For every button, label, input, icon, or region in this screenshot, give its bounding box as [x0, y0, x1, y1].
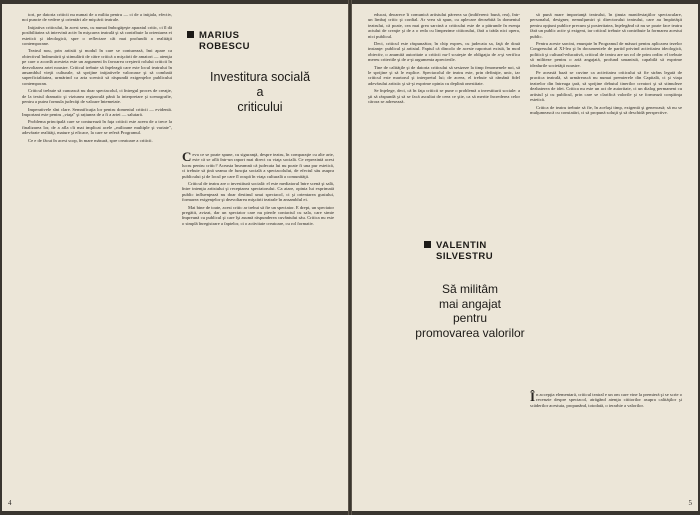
paragraph: educat, deoarece îi comunică artistului părerea sa (indiferent: bună, rea), într-un limbaj critic şi cordial. Ar vrea să spun, cu aplecare deosebită la domeniul teatrului, că poate, cea mai grea sarcină a criticului este de a pătrunde în esenţa actului de creaţie şi de a o reda cu limpezime cititorului, fără a trăda nici opera, nici publicul.	[368, 12, 520, 39]
paragraph: Problema principală care se conturează în faţa criticii este aceea de a trece la finalizarea lor, de a afla cît mai implicat acele „milioane multiple şi variate", adevărate realităţi, mature şi eficace, la care se referă Programul.	[22, 119, 172, 136]
square-bullet-icon	[187, 31, 194, 38]
article-title-sa-militam	[400, 282, 540, 340]
right-col1-text	[368, 12, 520, 105]
author-first-name: VALENTIN	[436, 240, 487, 251]
paragraph: Teatrul nou, prin artistii şi modul în care se conturează, îmi apare ca obiectivul îndrumării şi stimulării de către critică a mişcării de amatori — atenţia pe care o acordă acesteia este un argument în favoarea creşterii rolului criticii în dezvoltarea artei noastre. Criticul trebuie să înţeleagă care este locul teatrului în ansamblul vieţii culturale, să sprijine iniţiativele valoroase şi să combată superficialitatea, urmărind ca arta scenică să răspundă exigenţelor publicului contemporan.	[22, 48, 172, 86]
paragraph: Critica de teatru trebuie să fie, în acelaşi timp, exigentă şi generoasă; să nu se mulţumească cu constatări, ci să propună soluţii şi să deschidă perspective.	[530, 104, 682, 115]
left-col1-text	[22, 12, 172, 143]
title-line: a	[256, 85, 264, 99]
paragraph: Criticul trebuie să cunoască nu doar spectacolul, ci întregul proces de creaţie, de la textul dramatic şi viziunea regizorală până la interpretare şi scenografie, pentru a putea formula judecăţi de valoare întemeiate.	[22, 88, 172, 105]
left-column-1	[22, 12, 172, 492]
left-page	[2, 4, 348, 511]
paragraph: Imperativele sînt clare. Semnificaţia lor pentru domeniul criticii — evidentă. Important este pentru „viaţa" şi rațiunea de a fi a artei — salutară.	[22, 106, 172, 117]
paragraph: Ceva ce se poate spune, cu siguranţă, despre teatru, în comparaţie cu alte arte, este că se află într-un raport mai direct cu viaţa socială. Ce reprezintă acest lucru pentru critic? Aceasta înseamnă că judecata lui nu poate fi una pur estetică, ci trebuie să ţină seama de funcţia socială a spectacolului, de efectul său asupra publicului şi de locul pe care îl ocupă în viaţa culturală a comunităţii.	[182, 152, 334, 179]
paragraph: Criticul de teatru are o investitură socială: el este mediatorul între scenă şi sală, între intenţia artistului şi receptarea spectatorului. Ca atare, opinia lui exprimată public influenţează nu doar destinul unui spectacol, ci şi orientarea gustului, formarea exigenţelor şi dezvoltarea mişcării teatrale în ansamblul ei.	[182, 181, 334, 203]
paragraph: Deci, criticul este răspunzător, în chip expres, cu judecata sa, faţă de două instanţe: publicul şi artistul. Faptul că dincolo de aceste raporturi există, în mod obiectiv, o anumită autoritate a criticii nu-l scuteşte de obligaţia de a-şi verifica mereu criteriile şi de a-şi argumenta aprecierile.	[368, 41, 520, 63]
right-col2-text	[530, 12, 682, 492]
title-line: pentru	[452, 311, 488, 325]
left-column-2	[182, 152, 334, 492]
right-column-2	[530, 12, 682, 492]
right-page	[352, 4, 698, 511]
author-last-name: ROBESCU	[199, 41, 251, 52]
title-line: Să militâm	[441, 282, 498, 296]
paragraph: Mai bine de toate, acest critic ar trebui să fie un spectator. E drept, un spectator pregătit, avizat, dar un spectator care nu pierde contactul cu sala, care simte împreună cu publicul şi care îşi asumă răspunderea cuvântului său. Critica nu este o simplă înregistrare a faptelor, ci o activitate creatoare, cu rol formativ.	[182, 204, 334, 226]
article2-body	[530, 389, 682, 410]
author-valentin-silvestru	[424, 240, 493, 262]
paragraph: să pună mare importanţă teatrului, în ţinuta manifestaţiilor spectaculare, personalul, designer, nemulţumiri şi directorului teatrului, care au împărtăşit pentru opţiuni publice precum şi posteritatea, înţelegând că nu se poate face teatru fără un public activ şi exigent, iar criticul trebuie să contribuie la formarea acestui public.	[530, 12, 682, 39]
paragraph: Se înţelege, deci, că în faţa criticii se pune o problemă a investiturii sociale: a şti să răspundă şi să se facă ascultat de ceea ce ştie, ca să merite încrederea celor cărora se adresează.	[368, 88, 520, 105]
paragraph: Pentru aceste sarcini, enunţate în Programul de măsuri pentru aplicarea tezelor Congresului al XI-lea şi în documentele de partid privind activitatea ideologică, politică şi cultural-educativă, criticul de teatru are un rol de prim ordin: el trebuie să militeze pentru o artă angajată, profund umanistă, capabilă să exprime idealurile societăţii noastre.	[530, 41, 682, 68]
page-number-left: 4	[8, 499, 12, 507]
author-marius-robescu	[187, 30, 250, 52]
title-line: Investitura socială	[209, 70, 311, 84]
author-first-name: MARIUS	[199, 30, 240, 41]
paragraph: Iniţiativa criticului, în acest sens, cu numai îmbogăţeşte aparatul critic, ci îl dă posibilitatea să intervină activ în mişcarea teatrală şi să contribuie la orientarea ei estetică şi ideologică, spre o reflectare cât mai profundă a realităţii contemporane.	[22, 24, 172, 47]
paragraph: Ce e de făcut în acest scop, în mare măsură, spre creatoare a criticii.	[28, 137, 153, 143]
page-number-right: 5	[688, 499, 692, 507]
paragraph: Pe această bază se cuvine ca activitatea criticului să fie strâns legată de practica teatrală, să urmărească nu numai premierele din Capitală, ci şi viaţa teatrelor din întreaga ţară, să sprijine debutul tinerilor creatori şi să stimuleze dezbaterea de idei. Critica nu este un act de autoritate, ci un dialog permanent cu artistul şi cu publicul, prin care se clarifică valorile şi se formează conştiinţa estetică.	[530, 70, 682, 103]
paragraph: tori, pe datoria criticii nu numai de a milita pentru — ci de a iniţiala, efectiv, noi puncte de vedere şi orientări ale mişcării teatrale.	[22, 12, 172, 23]
article-title-investitura	[180, 70, 340, 115]
paragraph: În accepţia elementară, criticul teatral e un om care vine la premieră şi se scrie o recenzie despre spectacol, atrăgând atenţia cititorilor asupra calităţilor şi scăderilor acestuia, propunând, totodată, o ierarhie a valorilor.	[530, 389, 682, 408]
paragraph: Tine de calităţile şi de datoria criticului să sesizeze la timp fenomenele noi, să le sprijine şi să le explice. Spectacolul de teatru este, prin definiţie, unic, iar criticul este martorul şi interpretul lui; de aceea, el trebuie să rămână fidel adevărului artistic şi să-şi exprime opinia cu deplină onestitate.	[368, 64, 520, 86]
title-line: mai angajat	[438, 296, 502, 311]
square-bullet-icon	[424, 241, 431, 248]
author-last-name: SILVESTRU	[436, 251, 494, 262]
title-line: promovarea valorilor	[415, 325, 525, 340]
left-col2-text	[182, 152, 334, 226]
title-line: criticului	[237, 100, 283, 114]
